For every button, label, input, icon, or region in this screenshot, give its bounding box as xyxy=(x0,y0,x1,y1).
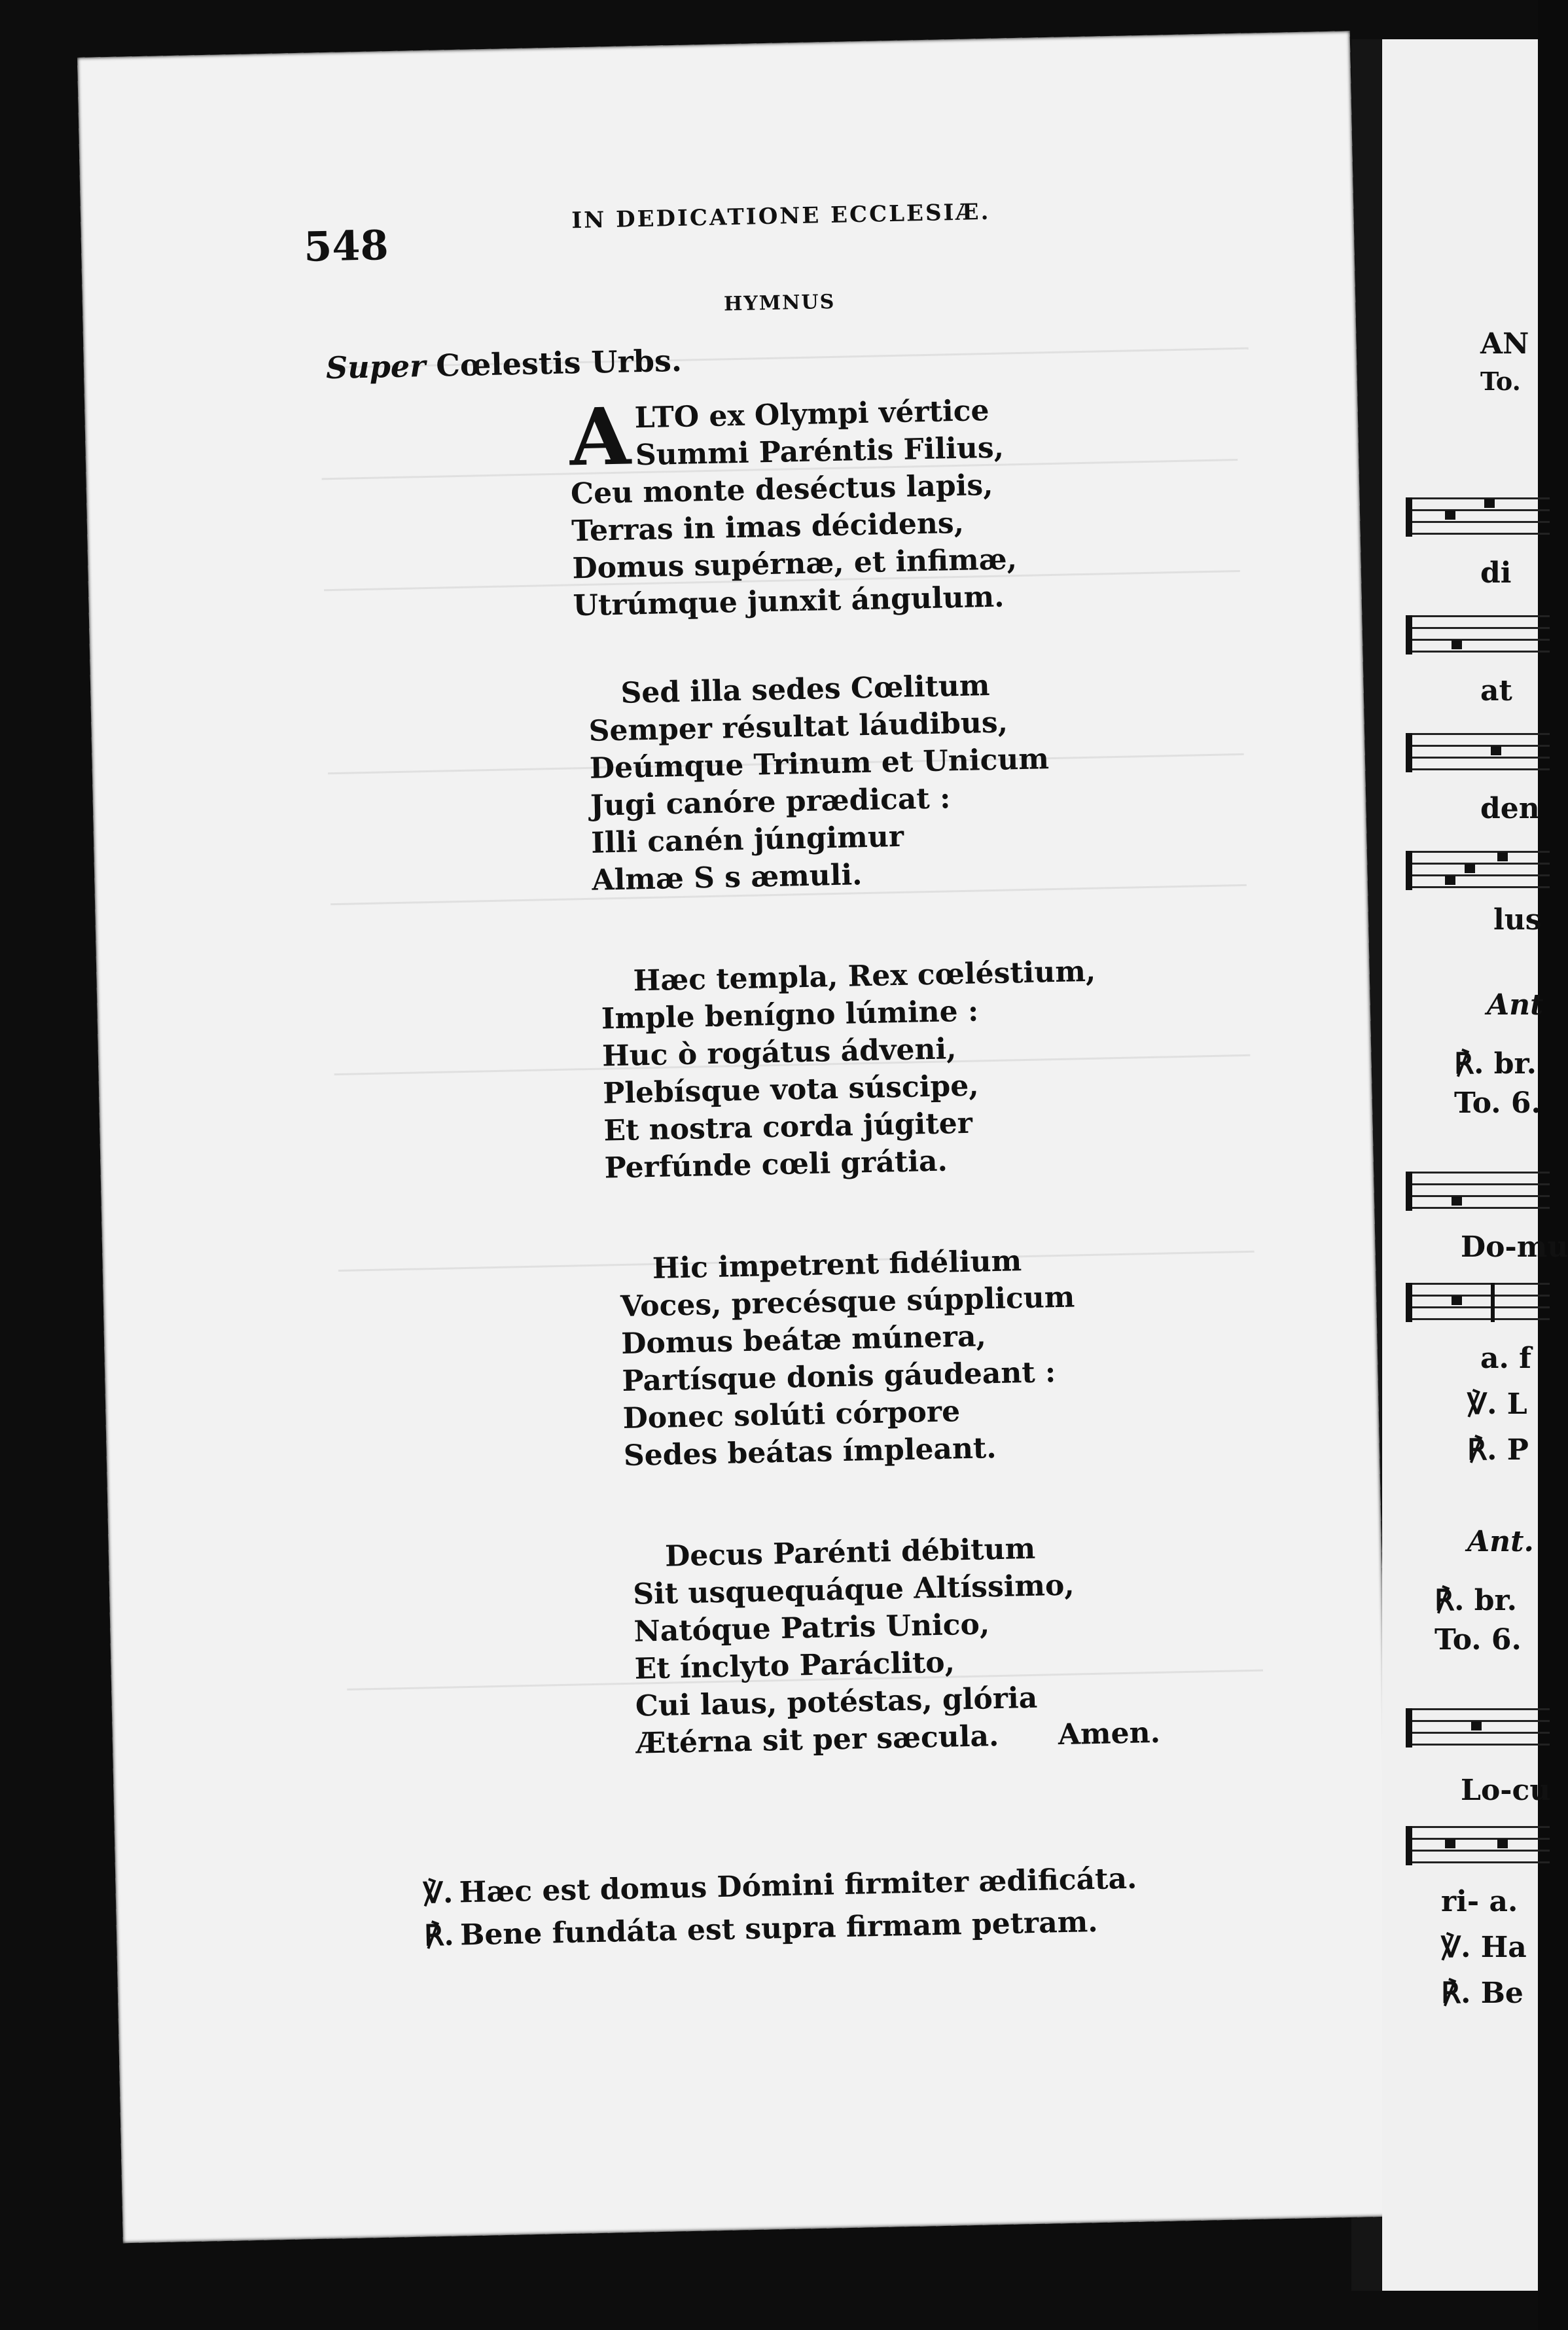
right-text: ℣. L xyxy=(1467,1388,1527,1421)
chant-staff xyxy=(1406,615,1550,654)
verse-line: Domus beátæ múnera, xyxy=(620,1319,987,1361)
verse-line: Terras in imas décidens, xyxy=(571,506,965,548)
verse-line: Hæc templa, Rex cœléstium, xyxy=(633,954,1096,998)
stanza-2 xyxy=(588,666,1052,899)
verse-line: Illi canén júngimur xyxy=(590,819,904,860)
verse-line: Deúmque Trinum et Unicum xyxy=(589,742,1050,785)
chant-staff xyxy=(1406,1172,1550,1211)
right-text: To. 6. xyxy=(1434,1623,1522,1657)
stanza-1-opening xyxy=(568,390,1015,484)
verse-line: Hic impetrent fidélium xyxy=(652,1244,1022,1285)
verse-line: Semper résultat láudibus, xyxy=(588,706,1008,748)
versicle xyxy=(423,1862,1137,1910)
verse-line: Partísque donis gáudeant : xyxy=(622,1355,1056,1399)
verse-line: Ætérna sit per sæcula. xyxy=(635,1719,999,1761)
right-text: den xyxy=(1480,792,1540,825)
verse-line: Imple benígno lúmine : xyxy=(601,994,979,1036)
verse-line: Et nostra corda júgiter xyxy=(603,1106,973,1148)
chant-staff xyxy=(1406,497,1550,537)
versicle-symbol: ℣. xyxy=(423,1876,454,1910)
chant-staff xyxy=(1406,1826,1550,1865)
verse-line: Plebísque vota súscipe, xyxy=(602,1069,980,1111)
verse-line: Decus Parénti débitum xyxy=(664,1532,1036,1573)
verse-line: Natóque Patris Unico, xyxy=(633,1607,990,1649)
tune-line xyxy=(325,343,682,385)
right-text: at xyxy=(1480,674,1512,708)
right-text: Do-mu xyxy=(1461,1230,1568,1264)
versicle-text: Hæc est domus Dómini firmiter ædificáta. xyxy=(459,1861,1137,1910)
response xyxy=(424,1905,1098,1953)
response-symbol: ℟. xyxy=(423,1918,455,1953)
tune-prefix: Super xyxy=(325,348,426,386)
right-text: lus xyxy=(1493,903,1542,937)
page-number: 548 xyxy=(303,221,389,271)
right-text: Lo-cu xyxy=(1461,1774,1551,1807)
verse-line: Sit usquequáque Altíssimo, xyxy=(632,1568,1075,1611)
verse-line: Almæ S s æmuli. xyxy=(591,858,863,897)
chant-staff xyxy=(1406,851,1550,890)
right-text: ℟. P xyxy=(1467,1433,1529,1467)
verse-line: LTO ex Olympi vértice xyxy=(634,393,989,435)
right-text: ℟. Be xyxy=(1441,1977,1523,2010)
verse-line: Jugi canóre prædicat : xyxy=(590,781,951,823)
verse-line: Summi Paréntis Filius, xyxy=(635,431,1005,473)
verse-line: Sed illa sedes Cœlitum xyxy=(620,669,990,710)
right-text: AN xyxy=(1480,327,1529,361)
right-text: Ant xyxy=(1487,988,1544,1022)
right-text: ri- a. xyxy=(1441,1885,1518,1918)
right-text: To. 6. xyxy=(1454,1086,1541,1120)
verse-line: Domus supérnæ, et infimæ, xyxy=(571,543,1018,586)
right-text: Ant. xyxy=(1467,1525,1534,1558)
verse-line: Cui laus, potéstas, glória xyxy=(635,1681,1038,1723)
amen: Amen. xyxy=(1058,1715,1161,1752)
drop-cap: A xyxy=(568,390,632,484)
right-text: To. xyxy=(1480,367,1521,396)
stanza-1 xyxy=(569,391,1018,624)
stanza-4 xyxy=(619,1242,1078,1475)
right-text: ℟. br. xyxy=(1434,1584,1517,1617)
verse-line: Donec solúti córpore xyxy=(622,1395,961,1435)
hymn-label: HYMNUS xyxy=(723,290,836,316)
left-page xyxy=(77,31,1396,2243)
verse-line: Perfúnde cœli grátia. xyxy=(604,1144,948,1185)
running-head: IN DEDICATIONE ECCLESIÆ. xyxy=(571,198,991,234)
tune-name: Cœlestis Urbs. xyxy=(435,342,683,384)
stanza-3 xyxy=(600,953,1100,1187)
right-text: di xyxy=(1480,556,1512,590)
verse-line: Et ínclyto Paráclito, xyxy=(634,1645,955,1686)
right-text: ℣. Ha xyxy=(1441,1931,1527,1964)
chant-staff xyxy=(1406,733,1550,772)
stanza-5 xyxy=(632,1528,1161,1763)
verse-line: Sedes beátas ímpleant. xyxy=(623,1431,997,1473)
right-text: ℟. br. xyxy=(1454,1047,1537,1081)
right-text: a. f xyxy=(1480,1342,1532,1375)
verse-line: Ceu monte deséctus lapis, xyxy=(570,468,993,511)
verse-line: Voces, precésque súpplicum xyxy=(620,1280,1075,1324)
chant-staff xyxy=(1406,1283,1550,1322)
right-page-fragment xyxy=(1382,39,1568,2291)
response-text: Bene fundáta est supra firmam petram. xyxy=(459,1905,1099,1952)
verse-line: Huc ò rogátus ádveni, xyxy=(601,1032,957,1073)
chant-staff xyxy=(1406,1708,1550,1748)
verse-line: Utrúmque junxit ángulum. xyxy=(573,580,1005,623)
